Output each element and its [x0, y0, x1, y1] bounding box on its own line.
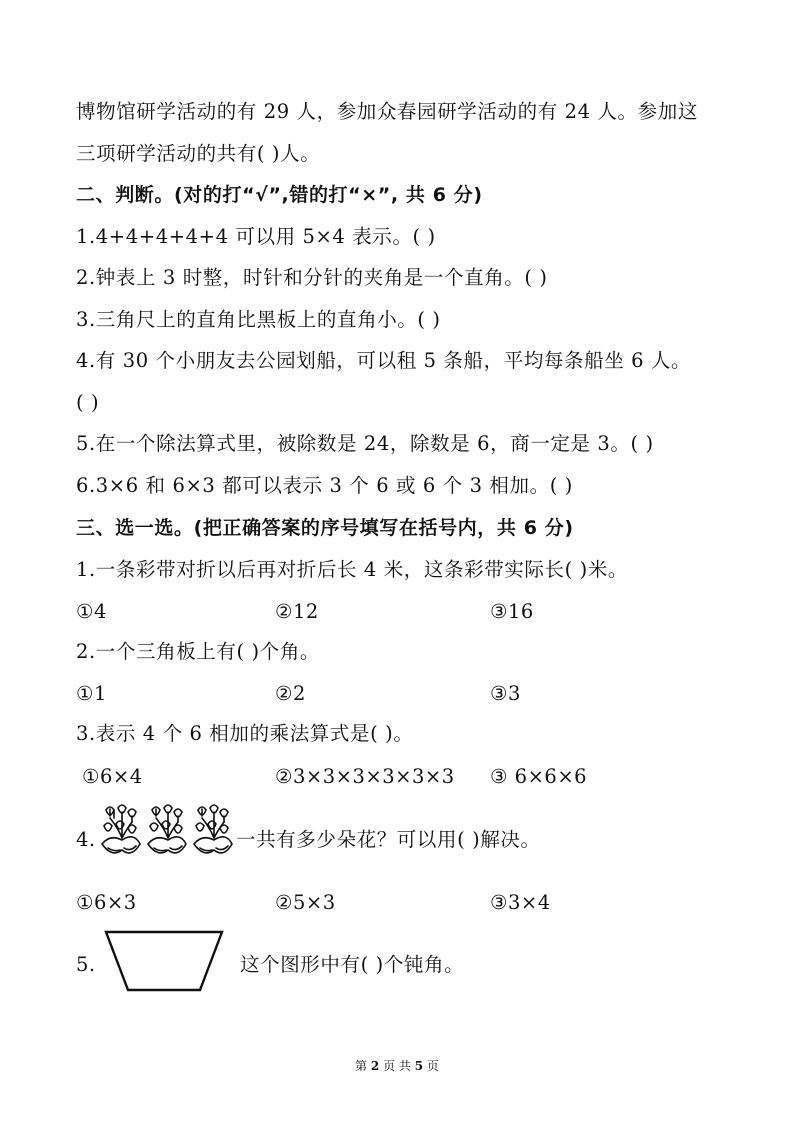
judge-question-2: 2.钟表上 3 时整，时针和分针的夹角是一个直角。( ) [76, 266, 548, 289]
choice-4-option-a: ①6×3 [76, 891, 137, 914]
judge-question-5: 5.在一个除法算式里，被除数是 24，除数是 6，商一定是 3。( ) [76, 432, 654, 455]
judge-question-1: 1.4+4+4+4+4 可以用 5×4 表示。( ) [76, 225, 436, 248]
choice-question-2: 2.一个三角板上有( )个角。 [76, 640, 321, 663]
choice-2-option-a: ①1 [76, 682, 107, 705]
choice-question-4: 一共有多少朵花？可以用( )解决。 [236, 828, 541, 851]
section2-heading: 二、判断。(对的打“√”,错的打“×”, 共 6 分) [76, 184, 483, 206]
intro-line-2: 三项研学活动的共有( )人。 [76, 142, 321, 165]
choice-1-option-a: ①4 [76, 600, 107, 623]
footer-mid: 页 共 [383, 1059, 411, 1073]
choice-4-option-b: ②5×3 [275, 891, 336, 914]
choice-3-option-a: ①6×4 [82, 765, 143, 788]
choice-question-1: 1.一条彩带对折以后再对折后长 4 米，这条彩带实际长( )米。 [76, 558, 629, 581]
choice-4-option-c: ③3×4 [490, 891, 551, 914]
choice-question-5-number: 5. [76, 953, 96, 976]
judge-question-4: 4.有 30 个小朋友去公园划船，可以租 5 条船，平均每条船坐 6 人。 [76, 349, 692, 372]
flower-group-2 [148, 805, 186, 853]
choice-1-option-b: ②12 [275, 600, 319, 623]
page-footer [0, 1058, 794, 1074]
flower-group-1 [102, 805, 140, 853]
choice-2-option-b: ②2 [275, 682, 306, 705]
trapezoid-shape [104, 930, 224, 994]
judge-question-3: 3.三角尺上的直角比黑板上的直角小。( ) [76, 308, 441, 331]
footer-prefix: 第 [355, 1059, 368, 1073]
flower-group-3 [194, 805, 232, 853]
choice-2-option-c: ③3 [490, 682, 521, 705]
judge-question-4-bracket: ( ) [76, 391, 100, 414]
judge-question-6: 6.3×6 和 6×3 都可以表示 3 个 6 或 6 个 3 相加。( ) [76, 474, 573, 497]
footer-total-pages: 5 [414, 1059, 424, 1073]
choice-question-4-number: 4. [76, 828, 96, 851]
choice-1-option-c: ③16 [490, 600, 534, 623]
choice-question-3: 3.表示 4 个 6 相加的乘法算式是( )。 [76, 722, 414, 745]
flower-groups-illustration [96, 804, 236, 874]
section3-heading: 三、选一选。(把正确答案的序号填写在括号内，共 6 分) [76, 517, 574, 539]
footer-page-number: 2 [370, 1059, 380, 1073]
footer-suffix: 页 [426, 1059, 439, 1073]
choice-3-option-c: ③ 6×6×6 [490, 765, 588, 788]
choice-3-option-b: ②3×3×3×3×3×3 [275, 765, 455, 788]
intro-line-1: 博物馆研学活动的有 29 人，参加众春园研学活动的有 24 人。参加这 [76, 100, 698, 123]
choice-question-5: 这个图形中有( )个钝角。 [240, 953, 465, 976]
